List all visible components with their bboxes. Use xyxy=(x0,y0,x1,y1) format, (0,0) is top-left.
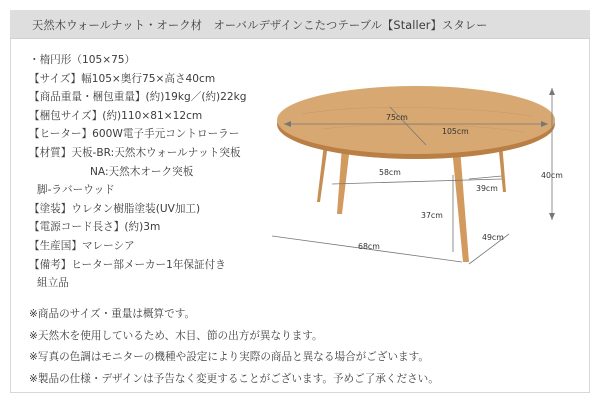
product-title: 天然木ウォールナット・オーク材 オーバルデザインこたつテーブル【Staller】スタレー xyxy=(32,19,488,32)
spec-assembly: 組立品 xyxy=(37,277,69,290)
table-legs xyxy=(317,142,506,262)
dimension-height-label: 40cm xyxy=(541,171,563,180)
dimension-leg-span-width-label: 58cm xyxy=(379,168,401,177)
dimension-width-label: 105cm xyxy=(442,127,469,136)
spec-heater: 【ヒーター】600W電子手元コントローラー xyxy=(29,128,240,141)
spec-material-leg: 脚-ラバーウッド xyxy=(37,184,115,197)
spec-material-na: NA:天然木オーク突板 xyxy=(90,165,194,178)
spec-size: 【サイズ】幅105×奥行75×高さ40cm xyxy=(29,72,216,85)
notes-list xyxy=(29,304,439,390)
spec-material: 【材質】天板-BR:天然木ウォールナット突板 xyxy=(29,146,241,159)
note-size-weight: ※商品のサイズ・重量は概算です。 xyxy=(29,308,196,320)
note-photo-color: ※写真の色調はモニターの機種や設定により実際の商品と異なる場合がございます。 xyxy=(29,351,429,364)
dimension-floor-depth-label: 49cm xyxy=(482,233,504,242)
spec-list xyxy=(29,51,247,293)
dimension-floor-width-label: 68cm xyxy=(358,242,380,251)
header-bar xyxy=(10,10,590,39)
table-dimension-diagram xyxy=(262,84,572,274)
spec-cord-length: 【電源コード長さ】(約)3m xyxy=(29,221,161,234)
dimension-leg-span-depth-label: 39cm xyxy=(476,184,498,193)
dimension-depth-label: 75cm xyxy=(386,113,408,122)
leg-front-left xyxy=(337,146,350,214)
spec-finish: 【塗装】ウレタン樹脂塗装(UV加工) xyxy=(29,202,201,215)
tabletop xyxy=(277,86,555,159)
dimension-leg-height-label: 37cm xyxy=(421,211,443,220)
spec-weight: 【商品重量・梱包重量】(約)19kg／(約)22kg xyxy=(29,91,247,104)
leg-span-depth-line xyxy=(469,176,502,179)
spec-shape: ・楕円形（105×75） xyxy=(29,54,136,66)
tabletop-surface xyxy=(277,86,555,154)
spec-package-size: 【梱包サイズ】(約)110×81×12cm xyxy=(29,109,203,122)
note-spec-change: ※製品の仕様・デザインは予告なく変更することがございます。予めご了承ください。 xyxy=(29,372,439,385)
leg-back-left xyxy=(317,144,328,202)
leg-front-right xyxy=(452,148,469,262)
note-natural-wood: ※天然木を使用しているため、木目、節の出方が異なります。 xyxy=(29,329,323,342)
spec-origin: 【生産国】マレーシア xyxy=(29,239,135,252)
spec-remarks: 【備考】ヒーター部メーカー1年保証付き xyxy=(29,258,226,271)
